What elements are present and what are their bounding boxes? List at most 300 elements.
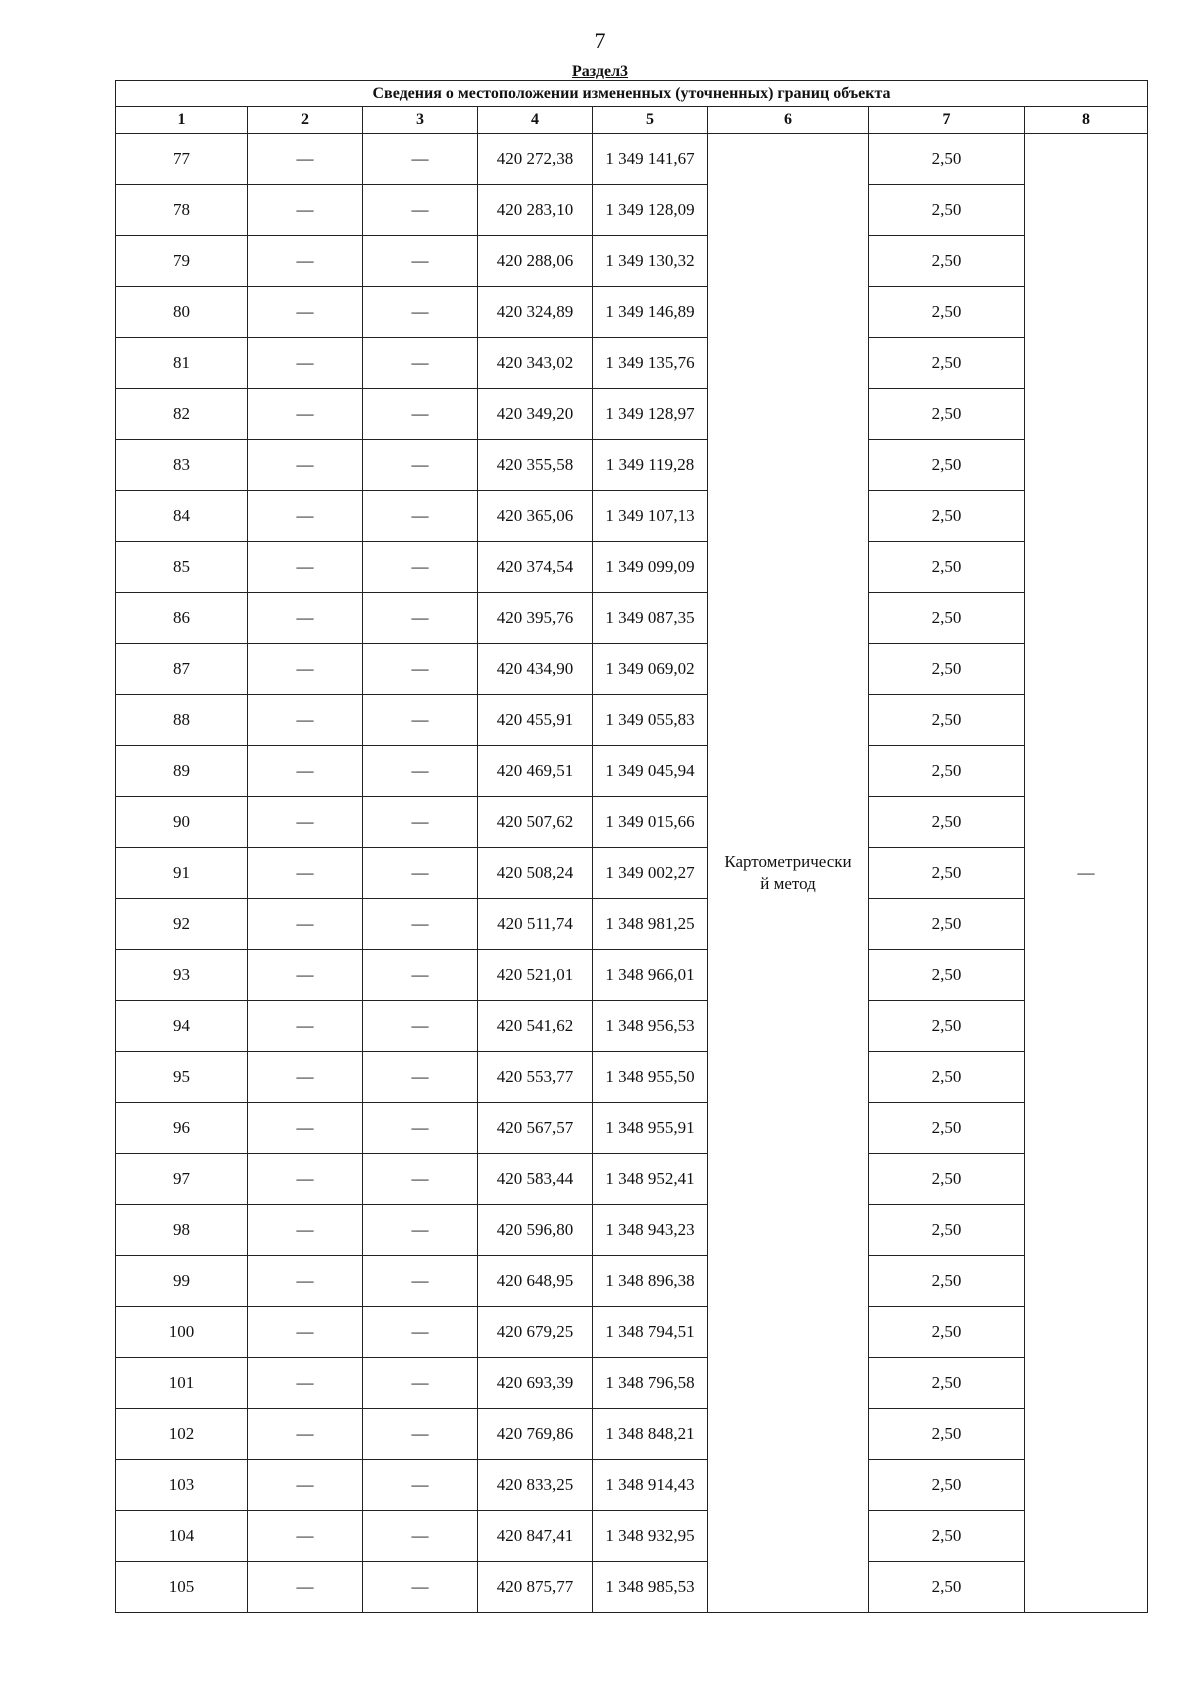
table-row [116, 1511, 1148, 1562]
col2-cell [248, 1358, 363, 1409]
dash-symbol: — [296, 557, 314, 576]
dash-symbol: — [296, 761, 314, 780]
y-coordinate-cell-text: 1 349 099,09 [605, 557, 695, 576]
accuracy-cell [869, 797, 1025, 848]
y-coordinate-cell [593, 797, 708, 848]
accuracy-cell-text: 2,50 [931, 1322, 962, 1341]
dash-symbol: — [296, 251, 314, 270]
dash-symbol: — [411, 1271, 429, 1290]
table-body [116, 134, 1148, 1613]
accuracy-cell-text: 2,50 [931, 1526, 962, 1545]
column-header: 4 [478, 107, 593, 134]
dash-symbol: — [411, 863, 429, 882]
x-coordinate-cell-text: 420 508,24 [496, 863, 574, 882]
col3-cell [363, 1460, 478, 1511]
dash-symbol: — [296, 200, 314, 219]
x-coordinate-cell [478, 440, 593, 491]
y-coordinate-cell-text: 1 348 794,51 [605, 1322, 695, 1341]
col3-cell [363, 593, 478, 644]
col3-cell [363, 134, 478, 185]
col2-cell [248, 797, 363, 848]
dash-symbol: — [296, 914, 314, 933]
point-number-cell-text: 105 [168, 1577, 195, 1596]
x-coordinate-cell [478, 1511, 593, 1562]
point-number-cell-text: 98 [173, 1220, 190, 1239]
table-row [116, 1307, 1148, 1358]
dash-symbol: — [296, 659, 314, 678]
accuracy-cell [869, 1358, 1025, 1409]
y-coordinate-cell [593, 848, 708, 899]
x-coordinate-cell-text: 420 583,44 [496, 1169, 574, 1188]
accuracy-cell [869, 746, 1025, 797]
x-coordinate-cell-text: 420 875,77 [496, 1577, 574, 1596]
col3-cell [363, 440, 478, 491]
col3-cell [363, 848, 478, 899]
table-row [116, 542, 1148, 593]
y-coordinate-cell [593, 389, 708, 440]
table-row [116, 1103, 1148, 1154]
table-row [116, 1562, 1148, 1613]
y-coordinate-cell [593, 134, 708, 185]
dash-symbol: — [296, 1373, 314, 1392]
col3-cell [363, 1154, 478, 1205]
table-row [116, 134, 1148, 185]
x-coordinate-cell [478, 1103, 593, 1154]
x-coordinate-cell-text: 420 511,74 [497, 914, 573, 933]
accuracy-cell [869, 1562, 1025, 1613]
col3-cell [363, 1103, 478, 1154]
point-number-cell-text: 102 [168, 1424, 195, 1443]
table-row [116, 1154, 1148, 1205]
col3-cell [363, 899, 478, 950]
point-number-cell [116, 1358, 248, 1409]
method-cell [708, 134, 869, 1613]
accuracy-cell-text: 2,50 [931, 302, 962, 321]
dash-symbol: — [296, 1220, 314, 1239]
x-coordinate-cell-text: 420 469,51 [496, 761, 574, 780]
accuracy-cell [869, 899, 1025, 950]
dash-symbol: — [296, 710, 314, 729]
accuracy-cell-text: 2,50 [931, 1169, 962, 1188]
y-coordinate-cell-text: 1 349 069,02 [605, 659, 695, 678]
col2-cell [248, 1307, 363, 1358]
point-number-cell-text: 85 [173, 557, 190, 576]
col2-cell [248, 1001, 363, 1052]
dash-symbol: — [296, 1322, 314, 1341]
y-coordinate-cell-text: 1 349 135,76 [605, 353, 695, 372]
y-coordinate-cell-text: 1 349 055,83 [605, 710, 695, 729]
table-row [116, 797, 1148, 848]
accuracy-cell [869, 236, 1025, 287]
point-number-cell [116, 491, 248, 542]
y-coordinate-cell [593, 695, 708, 746]
y-coordinate-cell [593, 1154, 708, 1205]
accuracy-cell-text: 2,50 [931, 965, 962, 984]
col3-cell [363, 1052, 478, 1103]
col2-cell [248, 1256, 363, 1307]
accuracy-cell-text: 2,50 [931, 506, 962, 525]
table-row [116, 185, 1148, 236]
point-number-cell [116, 746, 248, 797]
x-coordinate-cell [478, 134, 593, 185]
x-coordinate-cell-text: 420 679,25 [496, 1322, 574, 1341]
point-number-cell [116, 440, 248, 491]
dash-symbol: — [411, 455, 429, 474]
table-row [116, 1358, 1148, 1409]
x-coordinate-cell-text: 420 553,77 [496, 1067, 574, 1086]
accuracy-cell [869, 950, 1025, 1001]
col2-cell [248, 236, 363, 287]
dash-symbol: — [411, 965, 429, 984]
table-header-row [116, 107, 1148, 134]
accuracy-cell [869, 287, 1025, 338]
table-row [116, 593, 1148, 644]
accuracy-cell-text: 2,50 [931, 251, 962, 270]
dash-symbol: — [411, 1475, 429, 1494]
y-coordinate-cell [593, 1052, 708, 1103]
dash-symbol: — [411, 1577, 429, 1596]
col2-cell [248, 1154, 363, 1205]
col3-cell [363, 1358, 478, 1409]
dash-symbol: — [411, 1016, 429, 1035]
accuracy-cell-text: 2,50 [931, 1577, 962, 1596]
accuracy-cell [869, 1256, 1025, 1307]
x-coordinate-cell [478, 185, 593, 236]
y-coordinate-cell [593, 1256, 708, 1307]
x-coordinate-cell-text: 420 455,91 [496, 710, 574, 729]
col3-cell [363, 236, 478, 287]
dash-symbol: — [1077, 863, 1095, 882]
dash-symbol: — [296, 1118, 314, 1137]
point-number-cell [116, 287, 248, 338]
y-coordinate-cell [593, 1409, 708, 1460]
x-coordinate-cell [478, 236, 593, 287]
point-number-cell [116, 1052, 248, 1103]
column-header: 5 [593, 107, 708, 134]
col2-cell [248, 440, 363, 491]
x-coordinate-cell-text: 420 434,90 [496, 659, 574, 678]
y-coordinate-cell-text: 1 349 087,35 [605, 608, 695, 627]
dash-symbol: — [411, 659, 429, 678]
col2-cell [248, 695, 363, 746]
column-header: 3 [363, 107, 478, 134]
y-coordinate-cell [593, 440, 708, 491]
point-number-cell-text: 90 [173, 812, 190, 831]
dash-symbol: — [411, 710, 429, 729]
table-row [116, 848, 1148, 899]
y-coordinate-cell [593, 1358, 708, 1409]
dash-symbol: — [296, 1016, 314, 1035]
col3-cell [363, 389, 478, 440]
dash-symbol: — [411, 302, 429, 321]
x-coordinate-cell-text: 420 596,80 [496, 1220, 574, 1239]
dash-symbol: — [296, 812, 314, 831]
point-number-cell-text: 79 [173, 251, 190, 270]
y-coordinate-cell [593, 542, 708, 593]
col8-cell [1025, 134, 1148, 1613]
col3-cell [363, 695, 478, 746]
accuracy-cell [869, 644, 1025, 695]
x-coordinate-cell-text: 420 847,41 [496, 1526, 574, 1545]
x-coordinate-cell [478, 593, 593, 644]
point-number-cell [116, 185, 248, 236]
point-number-cell-text: 83 [173, 455, 190, 474]
point-number-cell-text: 103 [168, 1475, 195, 1494]
y-coordinate-cell [593, 644, 708, 695]
col2-cell [248, 593, 363, 644]
accuracy-cell [869, 1052, 1025, 1103]
accuracy-cell-text: 2,50 [931, 914, 962, 933]
accuracy-cell-text: 2,50 [931, 200, 962, 219]
col2-cell [248, 1460, 363, 1511]
point-number-cell-text: 89 [173, 761, 190, 780]
point-number-cell [116, 797, 248, 848]
column-header: 8 [1025, 107, 1148, 134]
y-coordinate-cell-text: 1 349 128,97 [605, 404, 695, 423]
x-coordinate-cell [478, 797, 593, 848]
x-coordinate-cell [478, 1052, 593, 1103]
point-number-cell-text: 92 [173, 914, 190, 933]
y-coordinate-cell-text: 1 348 914,43 [605, 1475, 695, 1494]
col2-cell [248, 899, 363, 950]
method-line-1: Картометрически [724, 852, 852, 871]
point-number-cell-text: 95 [173, 1067, 190, 1086]
x-coordinate-cell [478, 1358, 593, 1409]
table-caption: Сведения о местоположении измененных (уточненных) границ объекта [116, 81, 1148, 107]
point-number-cell-text: 88 [173, 710, 190, 729]
x-coordinate-cell-text: 420 693,39 [496, 1373, 574, 1392]
accuracy-cell-text: 2,50 [931, 812, 962, 831]
col3-cell [363, 1001, 478, 1052]
accuracy-cell [869, 389, 1025, 440]
dash-symbol: — [411, 1373, 429, 1392]
x-coordinate-cell [478, 746, 593, 797]
x-coordinate-cell-text: 420 272,38 [496, 149, 574, 168]
point-number-cell [116, 950, 248, 1001]
point-number-cell [116, 848, 248, 899]
point-number-cell [116, 1409, 248, 1460]
x-coordinate-cell-text: 420 288,06 [496, 251, 574, 270]
point-number-cell-text: 99 [173, 1271, 190, 1290]
y-coordinate-cell [593, 338, 708, 389]
point-number-cell [116, 593, 248, 644]
accuracy-cell [869, 1205, 1025, 1256]
table-row [116, 899, 1148, 950]
point-number-cell-text: 100 [168, 1322, 195, 1341]
col2-cell [248, 1103, 363, 1154]
accuracy-cell-text: 2,50 [931, 1271, 962, 1290]
column-header: 1 [116, 107, 248, 134]
accuracy-cell [869, 440, 1025, 491]
col3-cell [363, 542, 478, 593]
dash-symbol: — [411, 1169, 429, 1188]
page-number: 7 [594, 28, 606, 53]
dash-symbol: — [296, 1526, 314, 1545]
x-coordinate-cell [478, 542, 593, 593]
x-coordinate-cell [478, 1001, 593, 1052]
col2-cell [248, 1052, 363, 1103]
table-row [116, 1409, 1148, 1460]
dash-symbol: — [411, 1424, 429, 1443]
x-coordinate-cell-text: 420 343,02 [496, 353, 574, 372]
x-coordinate-cell [478, 287, 593, 338]
y-coordinate-cell [593, 950, 708, 1001]
point-number-cell [116, 1307, 248, 1358]
point-number-cell-text: 97 [173, 1169, 190, 1188]
y-coordinate-cell [593, 1205, 708, 1256]
table-row [116, 389, 1148, 440]
x-coordinate-cell [478, 695, 593, 746]
point-number-cell [116, 389, 248, 440]
accuracy-cell [869, 1103, 1025, 1154]
table-row [116, 440, 1148, 491]
table-row [116, 1052, 1148, 1103]
y-coordinate-cell-text: 1 348 981,25 [605, 914, 695, 933]
point-number-cell [116, 236, 248, 287]
accuracy-cell [869, 1460, 1025, 1511]
y-coordinate-cell-text: 1 348 985,53 [605, 1577, 695, 1596]
accuracy-cell [869, 1409, 1025, 1460]
point-number-cell [116, 1001, 248, 1052]
y-coordinate-cell [593, 899, 708, 950]
col2-cell [248, 491, 363, 542]
point-number-cell-text: 78 [173, 200, 190, 219]
x-coordinate-cell-text: 420 365,06 [496, 506, 574, 525]
dash-symbol: — [411, 608, 429, 627]
dash-symbol: — [296, 965, 314, 984]
point-number-cell-text: 96 [173, 1118, 190, 1137]
point-number-cell [116, 1562, 248, 1613]
accuracy-cell [869, 1511, 1025, 1562]
dash-symbol: — [296, 1169, 314, 1188]
y-coordinate-cell-text: 1 349 015,66 [605, 812, 695, 831]
point-number-cell-text: 87 [173, 659, 190, 678]
x-coordinate-cell [478, 1256, 593, 1307]
x-coordinate-cell [478, 338, 593, 389]
col2-cell [248, 1562, 363, 1613]
accuracy-cell-text: 2,50 [931, 1475, 962, 1494]
col2-cell [248, 1205, 363, 1256]
x-coordinate-cell-text: 420 324,89 [496, 302, 574, 321]
dash-symbol: — [296, 608, 314, 627]
dash-symbol: — [411, 557, 429, 576]
col3-cell [363, 1511, 478, 1562]
dash-symbol: — [411, 812, 429, 831]
column-header: 6 [708, 107, 869, 134]
point-number-cell [116, 1511, 248, 1562]
accuracy-cell [869, 185, 1025, 236]
x-coordinate-cell [478, 1409, 593, 1460]
accuracy-cell-text: 2,50 [931, 1016, 962, 1035]
dash-symbol: — [411, 200, 429, 219]
y-coordinate-cell-text: 1 348 943,23 [605, 1220, 695, 1239]
col3-cell [363, 1562, 478, 1613]
accuracy-cell-text: 2,50 [931, 353, 962, 372]
accuracy-cell [869, 1001, 1025, 1052]
point-number-cell-text: 77 [173, 149, 190, 168]
col3-cell [363, 185, 478, 236]
table-row [116, 746, 1148, 797]
dash-symbol: — [411, 1526, 429, 1545]
x-coordinate-cell [478, 899, 593, 950]
point-number-cell [116, 1205, 248, 1256]
y-coordinate-cell [593, 1511, 708, 1562]
dash-symbol: — [296, 1067, 314, 1086]
y-coordinate-cell-text: 1 349 045,94 [605, 761, 695, 780]
y-coordinate-cell-text: 1 348 955,91 [605, 1118, 695, 1137]
x-coordinate-cell-text: 420 349,20 [496, 404, 574, 423]
method-line-2: й метод [760, 874, 816, 893]
y-coordinate-cell [593, 1460, 708, 1511]
x-coordinate-cell [478, 848, 593, 899]
y-coordinate-cell [593, 593, 708, 644]
x-coordinate-cell-text: 420 567,57 [496, 1118, 574, 1137]
y-coordinate-cell [593, 1307, 708, 1358]
dash-symbol: — [296, 863, 314, 882]
y-coordinate-cell [593, 491, 708, 542]
x-coordinate-cell [478, 1154, 593, 1205]
accuracy-cell-text: 2,50 [931, 1220, 962, 1239]
col3-cell [363, 950, 478, 1001]
dash-symbol: — [296, 506, 314, 525]
col2-cell [248, 1511, 363, 1562]
y-coordinate-cell [593, 185, 708, 236]
col3-cell [363, 1256, 478, 1307]
y-coordinate-cell-text: 1 349 107,13 [605, 506, 695, 525]
dash-symbol: — [296, 455, 314, 474]
col3-cell [363, 1409, 478, 1460]
x-coordinate-cell-text: 420 374,54 [496, 557, 574, 576]
x-coordinate-cell-text: 420 521,01 [496, 965, 574, 984]
y-coordinate-cell-text: 1 349 130,32 [605, 251, 695, 270]
x-coordinate-cell [478, 950, 593, 1001]
dash-symbol: — [411, 1067, 429, 1086]
table-row [116, 236, 1148, 287]
col3-cell [363, 797, 478, 848]
accuracy-cell-text: 2,50 [931, 404, 962, 423]
x-coordinate-cell-text: 420 769,86 [496, 1424, 574, 1443]
x-coordinate-cell-text: 420 648,95 [496, 1271, 574, 1290]
x-coordinate-cell-text: 420 541,62 [496, 1016, 574, 1035]
point-number-cell-text: 84 [173, 506, 190, 525]
point-number-cell [116, 644, 248, 695]
dash-symbol: — [296, 149, 314, 168]
table-row [116, 338, 1148, 389]
point-number-cell-text: 80 [173, 302, 190, 321]
accuracy-cell-text: 2,50 [931, 1373, 962, 1392]
accuracy-cell [869, 848, 1025, 899]
col2-cell [248, 1409, 363, 1460]
dash-symbol: — [296, 1271, 314, 1290]
point-number-cell-text: 104 [168, 1526, 195, 1545]
accuracy-cell-text: 2,50 [931, 1118, 962, 1137]
dash-symbol: — [411, 251, 429, 270]
y-coordinate-cell-text: 1 348 956,53 [605, 1016, 695, 1035]
y-coordinate-cell-text: 1 348 932,95 [605, 1526, 695, 1545]
dash-symbol: — [296, 1577, 314, 1596]
dash-symbol: — [296, 1424, 314, 1443]
dash-symbol: — [411, 404, 429, 423]
col2-cell [248, 338, 363, 389]
dash-symbol: — [411, 1118, 429, 1137]
y-coordinate-cell [593, 287, 708, 338]
y-coordinate-cell-text: 1 348 966,01 [605, 965, 695, 984]
accuracy-cell-text: 2,50 [931, 863, 962, 882]
dash-symbol: — [296, 1475, 314, 1494]
col2-cell [248, 134, 363, 185]
point-number-cell-text: 101 [168, 1373, 195, 1392]
col3-cell [363, 1205, 478, 1256]
